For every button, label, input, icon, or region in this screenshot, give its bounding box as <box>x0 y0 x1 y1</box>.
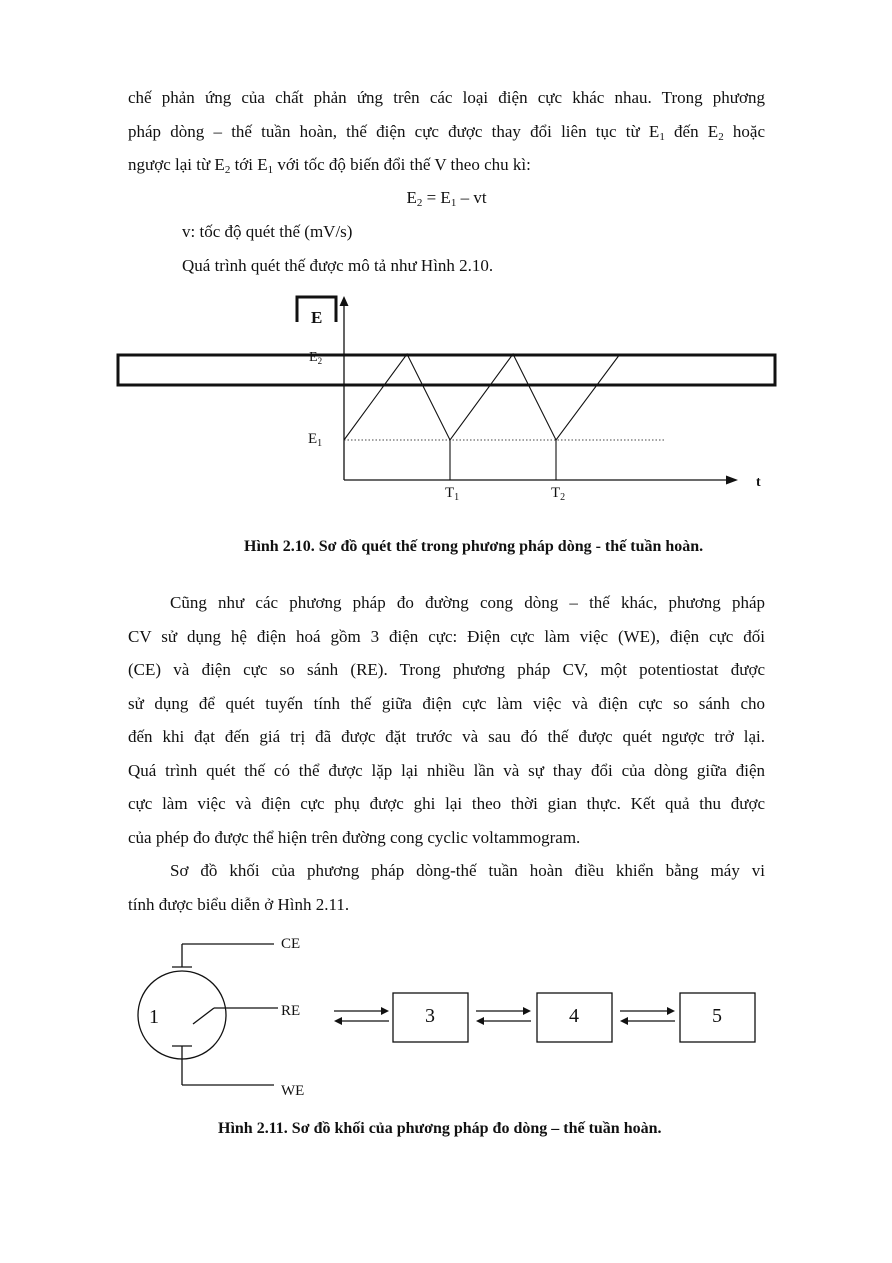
block-3-label: 3 <box>425 1005 435 1027</box>
paragraph-2-line-7: cực làm việc và điện cực phụ được ghi lại theo thời gian thực. Kết quả thu được <box>128 794 765 813</box>
paragraph-2-line-8: của phép đo được thể hiện trên đường cong cyclic voltammogram. <box>128 828 581 847</box>
paragraph-2-line-2: CV sử dụng hệ điện hoá gồm 3 điện cực: Điện cực làm việc (WE), điện cực đối <box>128 627 765 646</box>
re-electrode <box>193 1008 214 1024</box>
paragraph-2-line-6: Quá trình quét thế có thể được lặp lại nhiều lần và sự thay đổi của dòng giữa điện <box>128 761 765 780</box>
cell-label: 1 <box>149 1006 159 1028</box>
t2-label: $T_2$ <box>551 485 566 503</box>
arrow-from-block-5-head <box>620 1017 628 1025</box>
t1-label: $T_1$ <box>445 485 460 503</box>
block-3 <box>393 993 468 1042</box>
x-axis-label: t <box>756 475 761 490</box>
arrow-from-block-3-head <box>334 1017 342 1025</box>
arrow-to-block-3-head <box>381 1007 389 1015</box>
electrochemical-cell <box>138 971 226 1059</box>
re-label: RE <box>281 1003 301 1019</box>
y-axis-arrowhead <box>340 296 349 306</box>
block-5-label: 5 <box>712 1005 722 1027</box>
paragraph-1-line-2: pháp dòng – thế tuần hoàn, thế điện cực được thay đổi liên tục từ $E_1$ đến $E_2$ hoặc <box>128 122 765 143</box>
potential-sweep-waveform <box>344 354 620 440</box>
paragraph-3-line-1: Sơ đồ khối của phương pháp dòng-thế tuần hoàn điều khiển bằng máy vi <box>170 861 765 880</box>
arrow-to-block-5-head <box>667 1007 675 1015</box>
block-5 <box>680 993 755 1042</box>
figure-2-10-caption: Hình 2.10. Sơ đồ quét thế trong phương pháp dòng - thế tuần hoàn. <box>244 538 704 555</box>
block-4-label: 4 <box>569 1005 579 1027</box>
e2-label: $E_2$ <box>309 350 323 366</box>
figure-1-intro: Quá trình quét thế được mô tả như Hình 2.10. <box>182 256 494 275</box>
paragraph-2-line-5: đến khi đạt đến giá trị đã được đặt trước và sau đó thế được quét ngược trở lại. <box>128 727 765 746</box>
axis-label-bracket <box>297 297 336 322</box>
paragraph-2-line-3: (CE) và điện cực so sánh (RE). Trong phương pháp CV, một potentiostat được <box>128 660 765 679</box>
figure-2-11-caption: Hình 2.11. Sơ đồ khối của phương pháp đo dòng – thế tuần hoàn. <box>218 1120 662 1137</box>
paragraph-3-line-2: tính được biểu diễn ở Hình 2.11. <box>128 895 350 914</box>
y-axis-label: E <box>311 308 323 327</box>
definition-line: v: tốc độ quét thế (mV/s) <box>182 222 353 241</box>
paragraph-2-line-4: sử dụng để quét tuyến tính thế giữa điện cực làm việc và điện cực so sánh cho <box>128 694 765 713</box>
highlight-box <box>118 355 775 385</box>
paragraph-1-line-1: chế phản ứng của chất phản ứng trên các loại điện cực khác nhau. Trong phương <box>128 88 765 107</box>
paragraph-2-line-1: Cũng như các phương pháp đo đường cong dòng – thế khác, phương pháp <box>170 593 765 612</box>
we-label: WE <box>281 1083 305 1099</box>
e1-label: $E_1$ <box>308 431 323 449</box>
block-4 <box>537 993 612 1042</box>
arrow-to-block-4-head <box>523 1007 531 1015</box>
equation: $E_2 = E_1$ – vt <box>406 188 487 209</box>
x-axis-arrowhead <box>726 476 738 485</box>
paragraph-1-line-3: ngược lại từ $E_2$ tới $E_1$ với tốc độ biến đổi thế V theo chu kì: <box>128 155 531 176</box>
ce-label: CE <box>281 936 301 952</box>
arrow-from-block-4-head <box>476 1017 484 1025</box>
